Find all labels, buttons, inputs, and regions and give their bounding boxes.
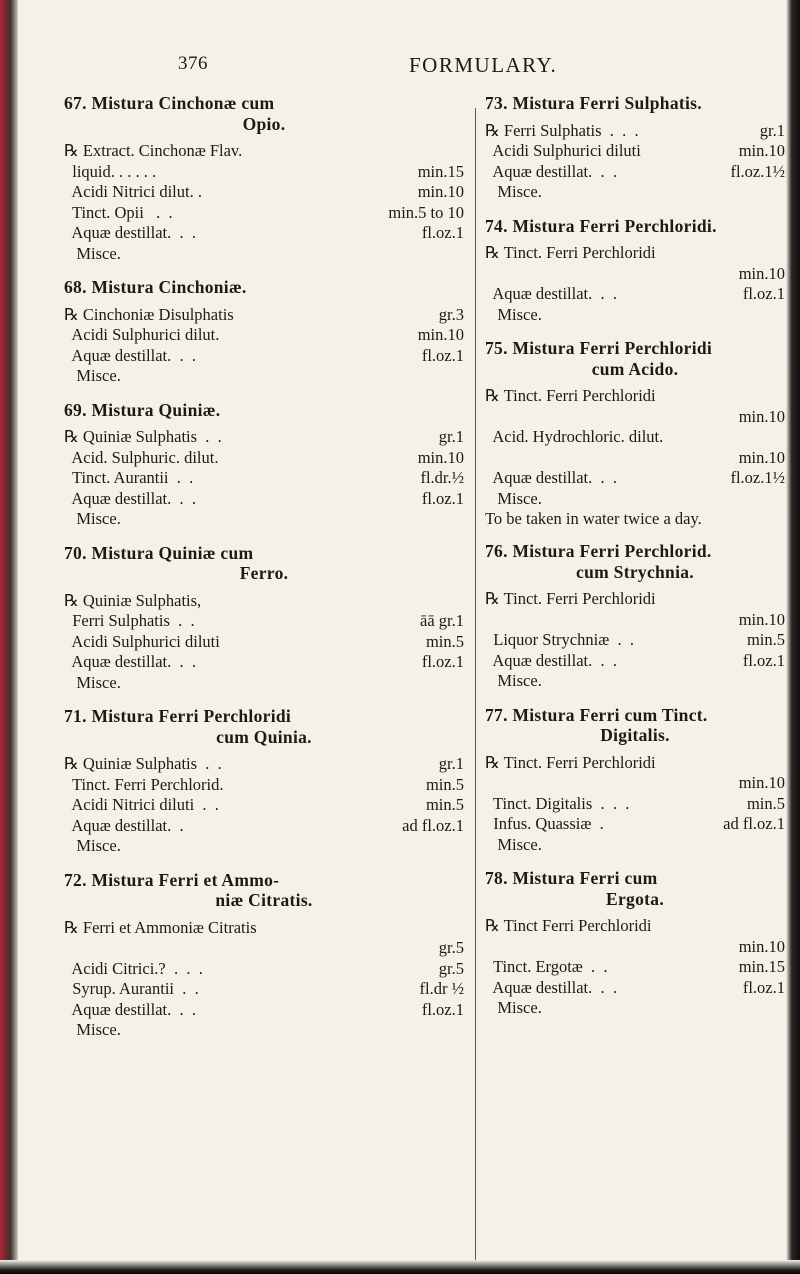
ingredient-name: Aquæ destillat. . . (485, 161, 617, 181)
recipe-title-line: 77. Mistura Ferri cum Tinct. (485, 704, 708, 725)
ingredient-line (64, 509, 464, 530)
ingredient-name: Aquæ destillat. . . (64, 488, 196, 508)
recipe-title (64, 93, 464, 134)
ingredient-line (485, 630, 785, 651)
recipe-title (485, 868, 785, 909)
recipe-title-line: 72. Mistura Ferri et Ammo- (64, 869, 280, 890)
ingredient-quantity: min.10 (738, 141, 785, 160)
ingredient-name: ℞ Tinct. Ferri Perchloridi (485, 243, 656, 262)
ingredient-name: Aquæ destillat. . . (485, 650, 617, 670)
ingredient-name: ℞ Ferri et Ammoniæ Citratis (64, 917, 257, 937)
ingredient-name: ℞ Quiniæ Sulphatis . . (64, 427, 222, 446)
ingredient-name: Acid. Hydrochloric. dilut. (485, 427, 664, 446)
ingredient-quantity: min.10 (738, 936, 785, 956)
ingredient-line (64, 673, 464, 694)
ingredient-name: Misce. (485, 834, 542, 854)
ingredient-line (485, 671, 785, 692)
ingredient-line (485, 427, 785, 448)
ingredient-name: ℞ Cinchoniæ Disulphatis (64, 304, 234, 324)
ingredient-quantity: min.5 to 10 (388, 202, 464, 222)
ingredient-line (64, 162, 464, 183)
ingredient-line (64, 918, 464, 939)
ingredient-line (485, 162, 785, 183)
ingredient-line (485, 264, 785, 285)
ingredient-name: Misce. (64, 243, 121, 263)
ingredient-name: Tinct. Ferri Perchlorid. (64, 774, 224, 794)
ingredient-line (485, 978, 785, 999)
ingredient-line (64, 489, 464, 510)
ingredient-name: Misce. (64, 509, 121, 528)
ingredient-line (64, 141, 464, 162)
ingredient-line (64, 305, 464, 326)
ingredient-quantity: fl.dr.½ (420, 468, 464, 487)
ingredient-name: Aquæ destillat. . . (485, 284, 617, 303)
ingredient-quantity: fl.dr ½ (419, 979, 464, 998)
ingredient-quantity: fl.oz.1 (742, 650, 785, 670)
ingredient-line (64, 652, 464, 673)
page-edge-right (786, 0, 800, 1274)
ingredient-line (485, 651, 785, 672)
recipe (485, 93, 785, 203)
recipe-title-line: niæ Citratis. (215, 890, 313, 910)
recipe-title (485, 541, 785, 582)
recipe (64, 277, 464, 387)
ingredient-quantity: gr.5 (438, 958, 464, 978)
ingredient-name: Infus. Quassiæ . (485, 814, 604, 833)
recipe-title-line: cum Strychnia. (576, 561, 694, 582)
ingredient-name: ℞ Tinct. Ferri Perchloridi (485, 752, 656, 772)
column-divider (475, 108, 476, 1260)
ingredient-line (64, 591, 464, 612)
recipe-title-line: Digitalis. (600, 725, 670, 745)
ingredient-name: Tinct. Digitalis . . . (485, 793, 630, 813)
recipe-title-line: cum Acido. (591, 358, 679, 379)
ingredient-line (64, 468, 464, 489)
ingredient-quantity: min.10 (738, 263, 785, 283)
ingredient-quantity: fl.oz.1 (421, 223, 464, 242)
ingredient-line (485, 794, 785, 815)
recipe-title-line: cum Quinia. (216, 726, 312, 747)
book-spine-edge (0, 0, 18, 1274)
recipe-title (64, 400, 464, 421)
ingredient-line (485, 937, 785, 958)
ingredient-quantity: min.15 (738, 957, 785, 976)
ingredient-name: Acid. Sulphuric. dilut. (64, 447, 219, 467)
recipe-title-line: 73. Mistura Ferri Sulphatis. (485, 93, 702, 113)
ingredient-line (485, 610, 785, 631)
ingredient-line (64, 366, 464, 387)
recipe-title (64, 277, 464, 298)
ingredient-line (64, 223, 464, 244)
recipe (485, 216, 785, 326)
recipe (485, 868, 785, 1019)
recipe (485, 541, 785, 692)
ingredient-quantity: gr.1 (759, 120, 785, 140)
ingredient-line (64, 182, 464, 203)
ingredient-line (64, 244, 464, 265)
ingredient-name: Misce. (64, 1020, 121, 1039)
ingredient-name: Tinct. Opii . . (64, 202, 173, 222)
ingredient-quantity: min.10 (417, 325, 464, 344)
ingredient-line (485, 998, 785, 1019)
ingredient-name: Liquor Strychniæ . . (485, 630, 634, 649)
ingredient-line (64, 632, 464, 653)
ingredient-name: Misce. (485, 304, 542, 324)
ingredient-quantity: fl.oz.1½ (730, 468, 785, 487)
recipe (485, 705, 785, 856)
ingredient-name: Aquæ destillat. . . (485, 468, 617, 487)
ingredient-quantity: min.5 (746, 793, 785, 813)
ingredient-quantity: min.10 (738, 447, 785, 467)
recipe (64, 400, 464, 530)
ingredient-quantity: fl.oz.1 (421, 488, 464, 508)
ingredient-name: ℞ Tinct Ferri Perchloridi (485, 916, 652, 935)
recipe-title (64, 706, 464, 747)
ingredient-name: ℞ Tinct. Ferri Perchloridi (485, 589, 656, 608)
ingredient-line (485, 407, 785, 428)
ingredient-quantity: fl.oz.1 (742, 977, 785, 997)
recipe-title-line: Opio. (242, 113, 286, 134)
ingredient-quantity: min.10 (417, 447, 464, 467)
ingredient-line (485, 284, 785, 305)
ingredient-line (485, 835, 785, 856)
ingredient-name: ℞ Quiniæ Sulphatis, (64, 590, 202, 610)
ingredient-name: Misce. (64, 836, 121, 855)
ingredient-line (485, 305, 785, 326)
recipe-title-line: 76. Mistura Ferri Perchlorid. (485, 541, 712, 561)
ingredient-quantity: min.5 (425, 631, 464, 651)
recipe (64, 93, 464, 264)
ingredient-line (485, 957, 785, 978)
ingredient-line (64, 775, 464, 796)
ingredient-name: Acidi Citrici.? . . . (64, 958, 203, 978)
ingredient-name: Acidi Sulphurici diluti (64, 631, 220, 651)
recipe (485, 338, 785, 528)
ingredient-line (64, 427, 464, 448)
running-head: FORMULARY. (409, 53, 558, 77)
recipe-title-line: 68. Mistura Cinchoniæ. (64, 277, 247, 297)
ingredient-name: Aquæ destillat. . . (485, 977, 617, 997)
ingredient-name: Misce. (485, 671, 542, 690)
ingredient-quantity: min.10 (738, 773, 785, 792)
recipe-title-line: 70. Mistura Quiniæ cum (64, 542, 254, 563)
recipe-title-line: 67. Mistura Cinchonæ cum (64, 93, 275, 113)
ingredient-line (64, 836, 464, 857)
ingredient-quantity: fl.oz.1 (742, 284, 785, 303)
ingredient-name: Aquæ destillat. . . (64, 652, 196, 671)
ingredient-line (485, 448, 785, 469)
ingredient-name: Acidi Nitrici diluti . . (64, 795, 219, 814)
ingredient-line (64, 1000, 464, 1021)
recipe-title-line: 78. Mistura Ferri cum (485, 868, 658, 888)
ingredient-line (485, 141, 785, 162)
ingredient-name: liquid. . . . . . (64, 161, 157, 181)
ingredient-quantity: gr.3 (438, 304, 464, 324)
ingredient-quantity: min.5 (425, 795, 464, 814)
recipe (64, 543, 464, 694)
ingredient-name: Misce. (485, 182, 542, 201)
ingredient-name: Misce. (485, 998, 542, 1017)
ingredient-name: Aquæ destillat. . . (64, 345, 196, 365)
recipe-title-line: Ergota. (606, 888, 664, 909)
ingredient-name: Misce. (64, 366, 121, 385)
ingredient-quantity: fl.oz.1 (421, 345, 464, 365)
ingredient-quantity: gr.1 (438, 427, 464, 446)
left-column (64, 93, 464, 1054)
ingredient-quantity: fl.oz.1½ (730, 161, 785, 181)
ingredient-quantity: min.15 (417, 161, 464, 181)
recipe-title (485, 338, 785, 379)
ingredient-line (64, 979, 464, 1000)
ingredient-name: Misce. (485, 488, 542, 508)
ingredient-line (485, 386, 785, 407)
ingredient-name: Tinct. Aurantii . . (64, 468, 194, 487)
ingredient-line (485, 121, 785, 142)
ingredient-name: ℞ Extract. Cinchonæ Flav. (64, 141, 243, 160)
ingredient-line (64, 448, 464, 469)
recipe-note: To be taken in water twice a day. (485, 509, 702, 528)
ingredient-line (485, 243, 785, 264)
ingredient-line (485, 468, 785, 489)
ingredient-line (64, 611, 464, 632)
ingredient-name: Syrup. Aurantii . . (64, 979, 199, 998)
ingredient-line (485, 182, 785, 203)
ingredient-quantity: min.5 (425, 774, 464, 794)
ingredient-name: Ferri Sulphatis . . (64, 611, 195, 630)
recipe-title-line: 74. Mistura Ferri Perchloridi. (485, 215, 717, 236)
ingredient-quantity: min.10 (738, 406, 785, 426)
page-number: 376 (178, 53, 208, 74)
ingredient-quantity: min.10 (417, 182, 464, 201)
ingredient-quantity: ad fl.oz.1 (402, 815, 464, 835)
ingredient-line (485, 589, 785, 610)
ingredient-quantity: gr.5 (438, 938, 464, 957)
ingredient-line (64, 795, 464, 816)
ingredient-name: ℞ Tinct. Ferri Perchloridi (485, 386, 656, 405)
ingredient-quantity: min.10 (738, 609, 785, 629)
ingredient-line (64, 938, 464, 959)
ingredient-line (64, 325, 464, 346)
ingredient-name: Acidi Nitrici dilut. . (64, 182, 202, 201)
ingredient-line (64, 754, 464, 775)
ingredient-name: ℞ Ferri Sulphatis . . . (485, 120, 639, 140)
page-edge-bottom (0, 1260, 800, 1274)
ingredient-line (64, 1020, 464, 1041)
ingredient-quantity: fl.oz.1 (421, 652, 464, 671)
ingredient-line (485, 773, 785, 794)
recipe-title-line: 69. Mistura Quiniæ. (64, 399, 221, 420)
recipe-title-line: 71. Mistura Ferri Perchloridi (64, 706, 292, 726)
ingredient-line (64, 346, 464, 367)
recipe-title (64, 870, 464, 911)
recipe (64, 870, 464, 1041)
ingredient-name: Acidi Sulphurici dilut. (64, 325, 220, 344)
recipe-title (485, 93, 785, 114)
recipe-title-line: Ferro. (239, 563, 289, 583)
ingredient-name: Aquæ destillat. . . (64, 223, 196, 242)
ingredient-quantity: āā gr.1 (420, 611, 464, 630)
ingredient-name: Aquæ destillat. . (64, 815, 184, 835)
ingredient-name: Tinct. Ergotæ . . (485, 957, 608, 976)
recipe-title-line: 75. Mistura Ferri Perchloridi (485, 338, 713, 358)
ingredient-line (64, 959, 464, 980)
ingredient-name: ℞ Quiniæ Sulphatis . . (64, 754, 222, 773)
right-column (485, 93, 785, 1032)
ingredient-quantity: gr.1 (438, 754, 464, 773)
ingredient-line (485, 489, 785, 510)
ingredient-quantity: min.5 (746, 630, 785, 649)
ingredient-name: Acidi Sulphurici diluti (485, 141, 641, 160)
ingredient-line (485, 814, 785, 835)
recipe (64, 706, 464, 857)
ingredient-quantity: ad fl.oz.1 (723, 814, 785, 833)
ingredient-name: Misce. (64, 672, 121, 692)
recipe-title (485, 705, 785, 746)
ingredient-line (485, 916, 785, 937)
recipe-title (485, 216, 785, 237)
ingredient-quantity: fl.oz.1 (421, 999, 464, 1019)
recipe-title (64, 543, 464, 584)
ingredient-line (64, 203, 464, 224)
ingredient-name: Aquæ destillat. . . (64, 999, 196, 1019)
ingredient-line (485, 753, 785, 774)
ingredient-line (64, 816, 464, 837)
